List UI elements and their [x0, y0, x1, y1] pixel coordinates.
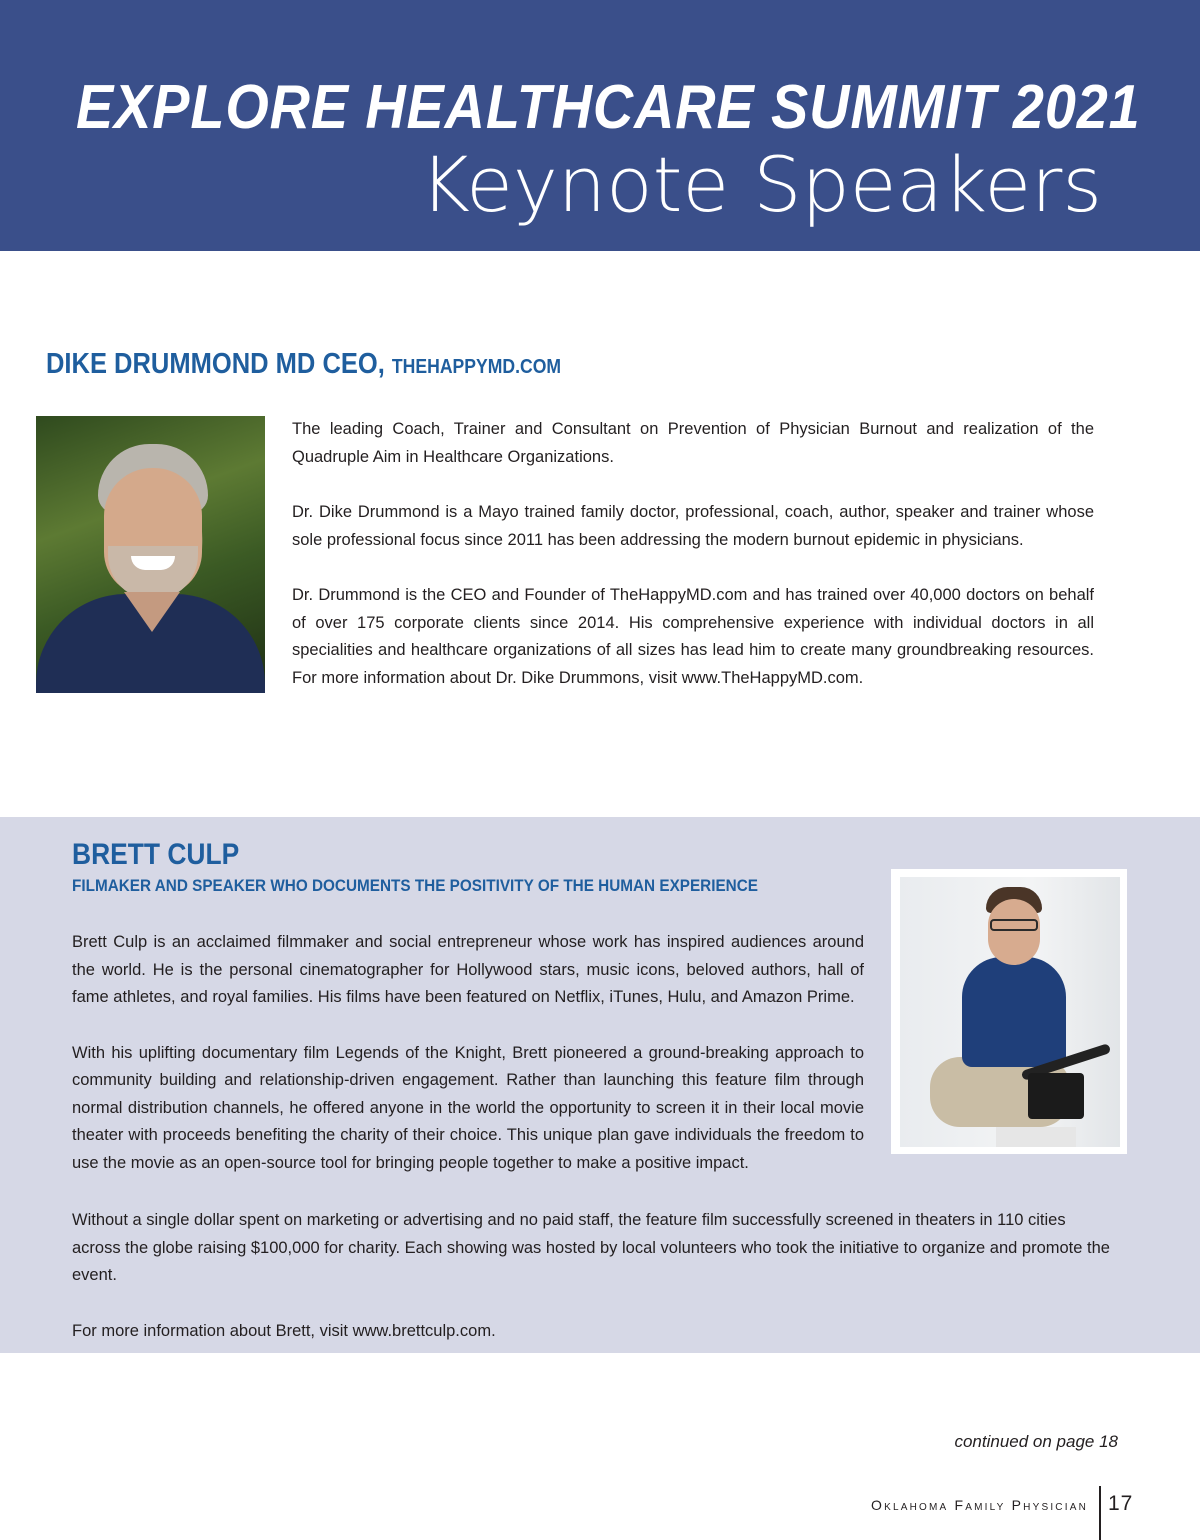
- speaker2-bio: [72, 929, 864, 1205]
- page-number: 17: [1108, 1492, 1134, 1515]
- page-title: EXPLORE HEALTHCARE SUMMIT 2021: [76, 73, 1141, 142]
- speaker2-tagline: FILMAKER AND SPEAKER WHO DOCUMENTS THE POSITIVITY OF THE HUMAN EXPERIENCE: [72, 876, 758, 895]
- speaker1-bio: [292, 416, 1094, 720]
- continued-note: continued on page 18: [954, 1432, 1118, 1451]
- speaker1-bio-paragraph: Dr. Dike Drummond is a Mayo trained family doctor, professional, coach, author, speaker and trainer whose sole professional focus since 2011 has been addressing the modern burnout epidemic in physicians.: [292, 503, 1094, 549]
- speaker1-photo: [36, 416, 265, 693]
- speaker2-bio-paragraph: With his uplifting documentary film Legends of the Knight, Brett pioneered a ground-breaking approach to community building and relationship-driven engagement. Rather than launching this feature film through normal distribution channels, he offered anyone in the world the opportunity to screen it in their local movie theater with proceeds benefiting the charity of their choice. This unique plan gave individuals the freedom to use the movie as an open-source tool for bringing people together to make a positive impact.: [72, 1043, 864, 1172]
- speaker2-bio-paragraph: Without a single dollar spent on marketing or advertising and no paid staff, the feature film successfully screened in theaters in 110 cities across the globe raising $100,000 for charity. Each showing was hosted by local volunteers who took the initiative to organize and promote the event.: [72, 1211, 1110, 1284]
- speaker2-bio-paragraph: Brett Culp is an acclaimed filmmaker and social entrepreneur whose work has inspired audiences around the world. He is the personal cinematographer for Hollywood stars, music icons, beloved authors, hall of fame athletes, and royal families. His films have been featured on Netflix, iTunes, Hulu, and Amazon Prime.: [72, 933, 864, 1006]
- speaker1-bio-paragraph: Dr. Drummond is the CEO and Founder of TheHappyMD.com and has trained over 40,000 doctors on behalf of over 175 corporate clients since 2014. His comprehensive experience with individual doctors in all specialities and healthcare organizations of all sizes has lead him to create many groundbreaking resources. For more information about Dr. Dike Drummons, visit www.TheHappyMD.com.: [292, 586, 1094, 687]
- footer-divider: [1099, 1486, 1101, 1540]
- publication-name: Oklahoma Family Physician: [871, 1497, 1088, 1513]
- speaker1-org: THEHAPPYMD.COM: [391, 356, 562, 378]
- speaker2-bio-paragraph: For more information about Brett, visit www.brettculp.com.: [72, 1321, 496, 1340]
- speaker2-photo: [900, 877, 1120, 1147]
- speaker1-name: DIKE DRUMMOND MD CEO,: [46, 348, 385, 380]
- page-subtitle: Keynote Speakers: [420, 140, 1102, 229]
- speaker1-heading: [46, 348, 561, 381]
- speaker2-bio-continued: [72, 1207, 1112, 1373]
- speaker2-photo-frame: [891, 869, 1127, 1154]
- speaker1-bio-paragraph: The leading Coach, Trainer and Consultant on Prevention of Physician Burnout and realization of the Quadruple Aim in Healthcare Organizations.: [292, 420, 1094, 466]
- speaker2-name: BRETT CULP: [72, 838, 240, 871]
- header-banner: [0, 0, 1200, 251]
